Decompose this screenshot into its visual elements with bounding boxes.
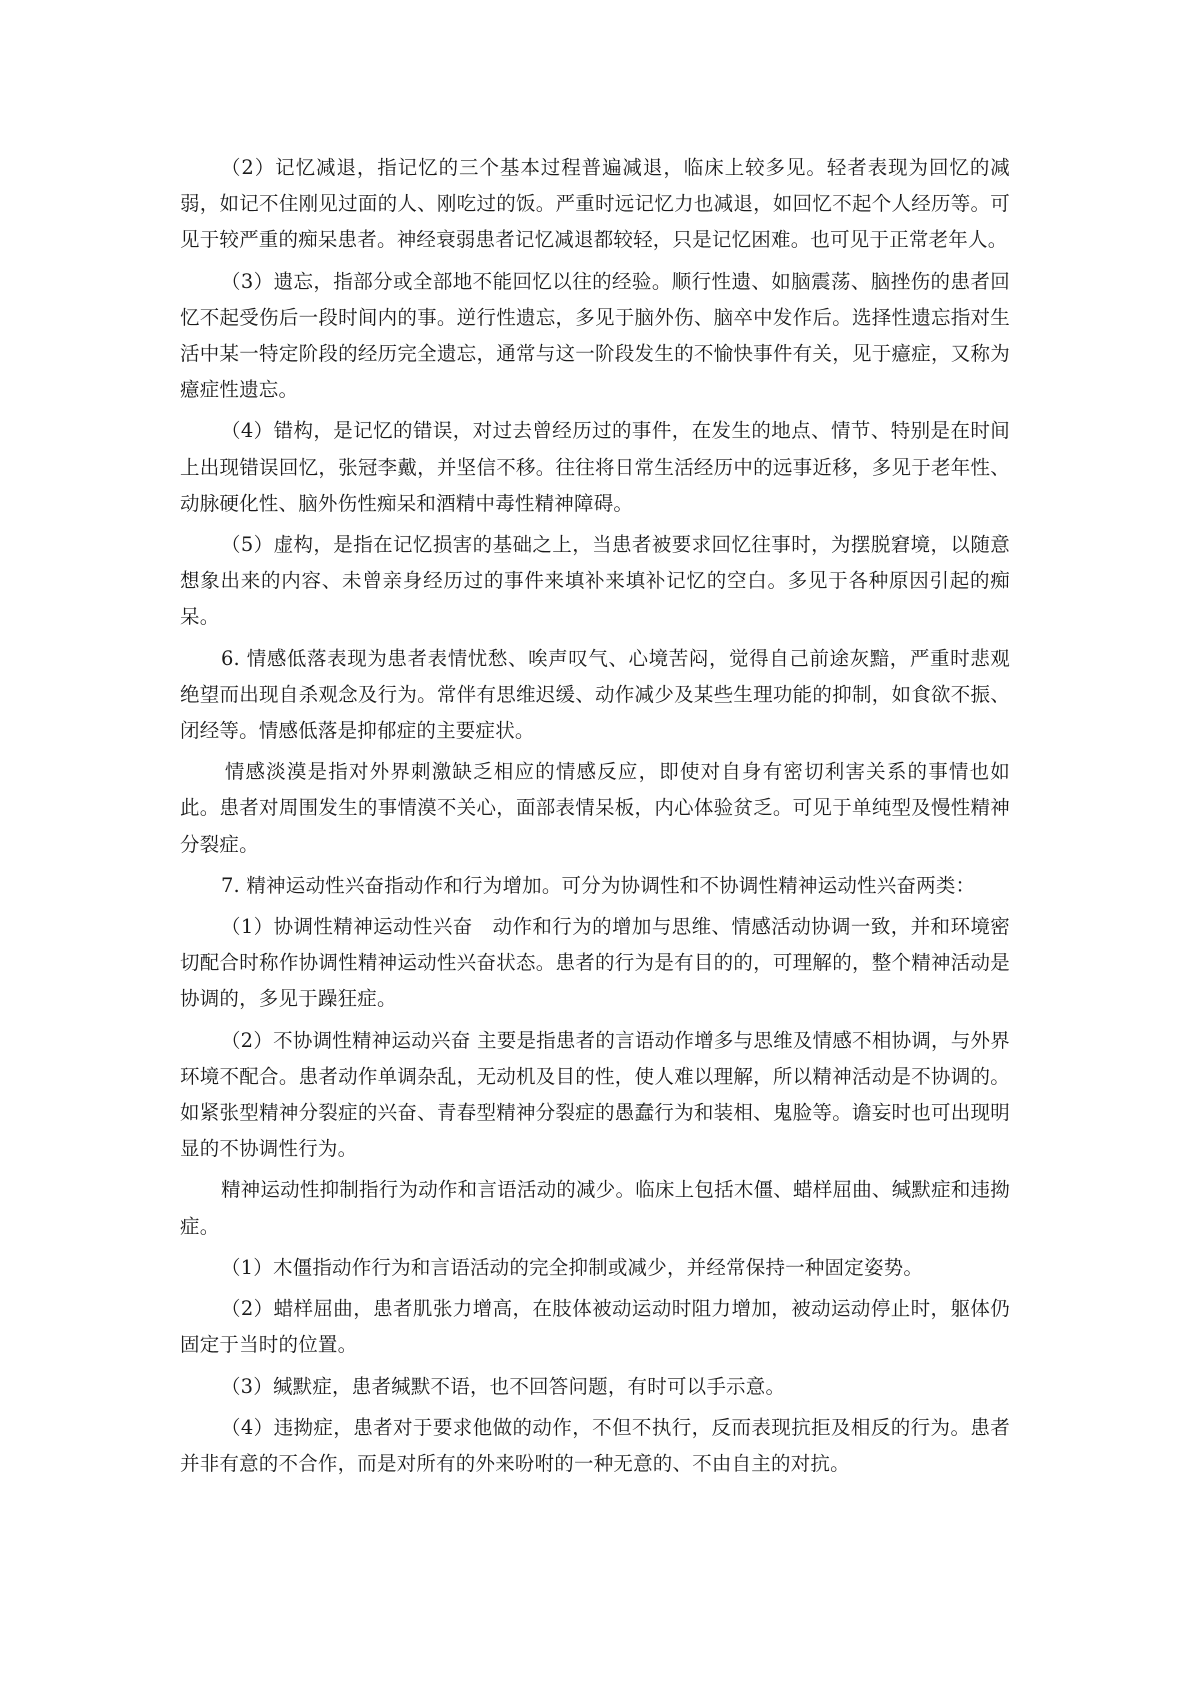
paragraph-waxy-flexibility: （2）蜡样屈曲，患者肌张力增高，在肢体被动运动时阻力增加，被动运动停止时，躯体仍固定于当时的位置。 [180,1297,1010,1357]
paragraph-mutism: （3）缄默症，患者缄默不语，也不回答问题，有时可以手示意。 [220,1374,786,1398]
paragraph-amnesia: （3）遗忘，指部分或全部地不能回忆以往的经验。顺行性遗、如脑震荡、脑挫伤的患者回忆不起受伤后一段时间内的事。逆行性遗忘，多见于脑外伤、脑卒中发作后。选择性遗忘指对生活中某一特定阶段的经历完全遗忘，通常与这一阶段发生的不愉快事件有关，见于癔症，又称为癔症性遗忘。 [180,269,1010,402]
paragraph-coordinated-excitement: （1）协调性精神运动性兴奋 动作和行为的增加与思维、情感活动协调一致，并和环境密切配合时称作协调性精神运动性兴奋状态。患者的行为是有目的的，可理解的，整个精神活动是协调的，多见于躁狂症。 [180,915,1010,1011]
paragraph-negativism: （4）违拗症，患者对于要求他做的动作，不但不执行，反而表现抗拒及相反的行为。患者并非有意的不合作，而是对所有的外来吩咐的一种无意的、不由自主的对抗。 [180,1415,1010,1475]
paragraph-paramnesia: （4）错构，是记忆的错误，对过去曾经历过的事件，在发生的地点、情节、特别是在时间上出现错误回忆，张冠李戴，并坚信不移。往往将日常生活经历中的远事近移，多见于老年性、动脉硬化性、脑外伤性痴呆和酒精中毒性精神障碍。 [180,419,1010,515]
paragraph-stupor: （1）木僵指动作行为和言语活动的完全抑制或减少，并经常保持一种固定姿势。 [220,1255,924,1279]
paragraph-psychomotor-inhibition: 精神运动性抑制指行为动作和言语活动的减少。临床上包括木僵、蜡样屈曲、缄默症和违拗症。 [180,1178,1010,1238]
document-page [180,150,1010,1487]
paragraph-apathy: 情感淡漠是指对外界刺激缺乏相应的情感反应，即使对自身有密切利害关系的事情也如此。患者对周围发生的事情漠不关心，面部表情呆板，内心体验贫乏。可见于单纯型及慢性精神分裂症。 [180,760,1010,856]
paragraph-psychomotor-excitement: 7. 精神运动性兴奋指动作和行为增加。可分为协调性和不协调性精神运动性兴奋两类： [220,873,976,897]
paragraph-depressed-mood: 6. 情感低落表现为患者表情忧愁、唉声叹气、心境苦闷，觉得自己前途灰黯，严重时悲观绝望而出现自杀观念及行为。常伴有思维迟缓、动作减少及某些生理功能的抑制，如食欲不振、闭经等。情感低落是抑郁症的主要症状。 [180,646,1010,743]
paragraph-uncoordinated-excitement: （2）不协调性精神运动兴奋 主要是指患者的言语动作增多与思维及情感不相协调，与外界环境不配合。患者动作单调杂乱，无动机及目的性，使人难以理解，所以精神活动是不协调的。如紧张型精神分裂症的兴奋、青春型精神分裂症的愚蠢行为和装相、鬼脸等。谵妄时也可出现明显的不协调性行为。 [180,1028,1010,1161]
paragraph-memory-decline: （2）记忆减退，指记忆的三个基本过程普遍减退，临床上较多见。轻者表现为回忆的减弱，如记不住刚见过面的人、刚吃过的饭。严重时远记忆力也减退，如回忆不起个人经历等。可见于较严重的痴呆患者。神经衰弱患者记忆减退都较轻，只是记忆困难。也可见于正常老年人。 [180,156,1010,252]
paragraph-confabulation: （5）虚构，是指在记忆损害的基础之上，当患者被要求回忆往事时，为摆脱窘境，以随意想象出来的内容、未曾亲身经历过的事件来填补来填补记忆的空白。多见于各种原因引起的痴呆。 [180,533,1010,629]
